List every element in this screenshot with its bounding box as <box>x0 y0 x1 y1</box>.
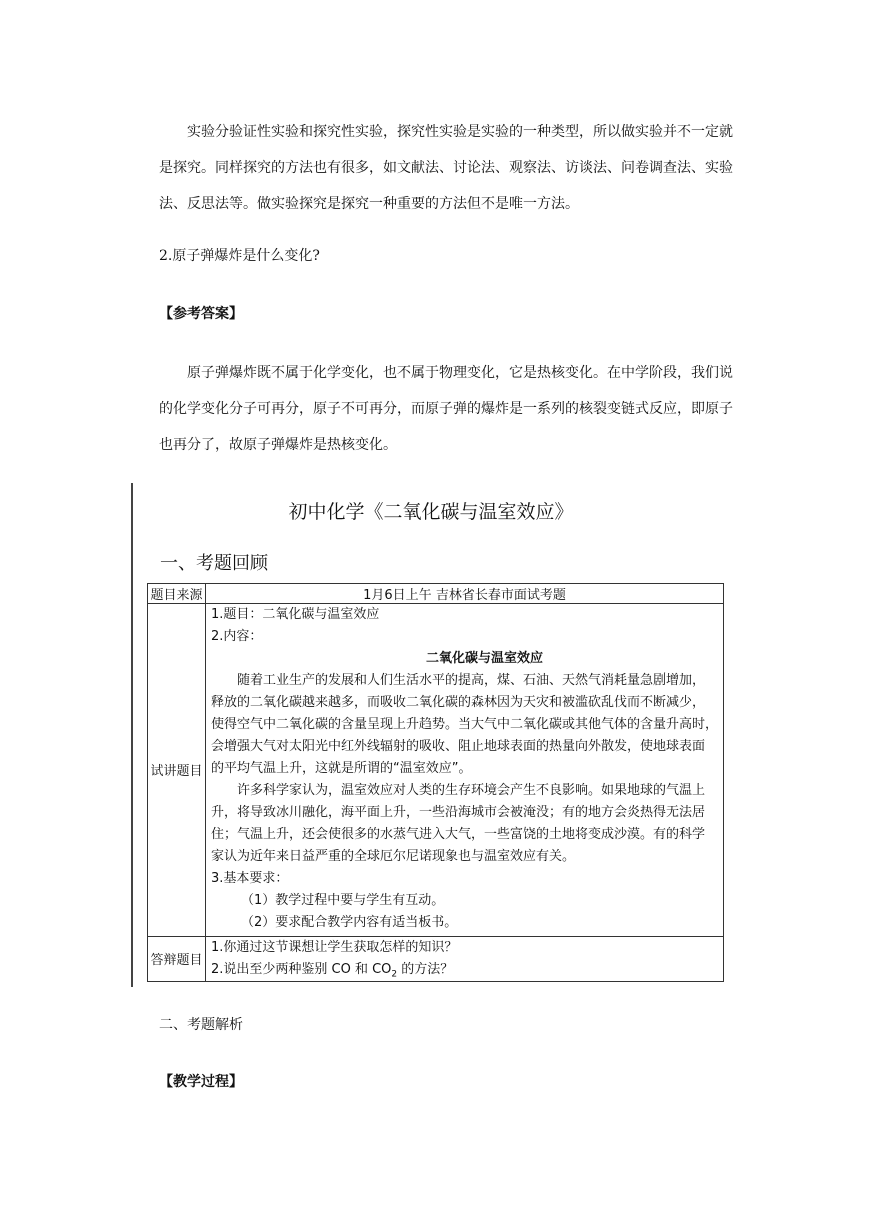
defense-q2-text-end: 的方法？ <box>397 961 454 977</box>
requirement-2: （2）要求配合教学内容有适当板书。 <box>240 915 458 930</box>
table-row <box>148 584 724 604</box>
article-title: 二氧化碳与温室效应 <box>425 651 543 666</box>
article-line: 家认为近年来日益严重的全球厄尔尼诺现象也与温室效应有关。 <box>210 849 575 864</box>
scan-left-border <box>131 483 133 987</box>
article-line: 许多科学家认为，温室效应对人类的生存环境会产生不良影响。如果地球的气温上 <box>236 783 705 798</box>
article-line: 释放的二氧化碳越来越多，而吸收二氧化碳的森林因为天灾和被滥砍乱伐而不断减少， <box>210 695 705 710</box>
paragraph-text: 实验分验证性实验和探究性实验，探究性实验是实验的一种类型，所以做实验并不一定就是探究。同样探究的方法也有很多，如文献法、讨论法、观察法、访谈法、问卷调查法、实验法、反思法等。做实验探究是探究一种重要的方法但不是唯一方法。 <box>159 124 733 212</box>
table-row <box>148 604 724 937</box>
paragraph-experiment <box>159 114 739 222</box>
section-heading-review: 一、考题回顾 <box>160 553 268 574</box>
exam-table <box>147 583 724 982</box>
requirement-1: （1）教学过程中要与学生有互动。 <box>240 893 445 908</box>
paragraph-answer <box>159 355 739 463</box>
question-2: 2.原子弹爆炸是什么变化? <box>159 248 320 264</box>
basic-requirements-label: 3.基本要求： <box>210 871 289 886</box>
content-label: 2.内容： <box>210 629 263 644</box>
article-line: 随着工业生产的发展和人们生活水平的提高，煤、石油、天然气消耗量急剧增加， <box>236 673 705 688</box>
defense-question-2 <box>211 959 718 981</box>
defense-content <box>205 936 723 981</box>
defense-q2-text: 2.说出至少两种鉴别 CO 和 CO <box>210 961 392 977</box>
table-row <box>148 936 724 981</box>
defense-label: 答辩题目 <box>148 936 206 981</box>
defense-question-1: 1.你通过这节课想让学生获取怎样的知识？ <box>210 939 458 955</box>
topic-line: 1.题目：二氧化碳与温室效应 <box>210 607 380 622</box>
source-label: 题目来源 <box>148 584 206 604</box>
article-line: 住；气温上升，还会使很多的水蒸气进入大气，一些富饶的土地将变成沙漠。有的科学 <box>210 827 705 842</box>
card-title: 初中化学《二氧化碳与温室效应》 <box>288 501 574 523</box>
source-value: 1月6日上午 吉林省长春市面试考题 <box>205 584 723 604</box>
article-line: 升，将导致冰川融化，海平面上升，一些沿海城市会被淹没；有的地方会炎热得无法居 <box>210 805 705 820</box>
lecture-content <box>205 604 723 937</box>
paragraph-text: 原子弹爆炸既不属于化学变化，也不属于物理变化，它是热核变化。在中学阶段，我们说的化学变化分子可再分，原子不可再分，而原子弹的爆炸是一系列的核裂变链式反应，即原子也再分了，故原子弹爆炸是热核变化。 <box>159 365 733 453</box>
teaching-process-heading: 【教学过程】 <box>159 1074 243 1090</box>
article-line: 的平均气温上升，这就是所谓的“温室效应”。 <box>210 761 472 776</box>
article-line: 会增强大气对太阳光中红外线辐射的吸收、阻止地球表面的热量向外散发，使地球表面 <box>210 739 705 754</box>
article-line: 使得空气中二氧化碳的含量呈现上升趋势。当大气中二氧化碳或其他气体的含量升高时， <box>210 717 718 732</box>
subscript-2: 2 <box>391 969 398 980</box>
reference-answer-heading: 【参考答案】 <box>159 306 243 322</box>
section-heading-analysis: 二、考题解析 <box>159 1017 243 1033</box>
lecture-label: 试讲题目 <box>148 604 206 937</box>
